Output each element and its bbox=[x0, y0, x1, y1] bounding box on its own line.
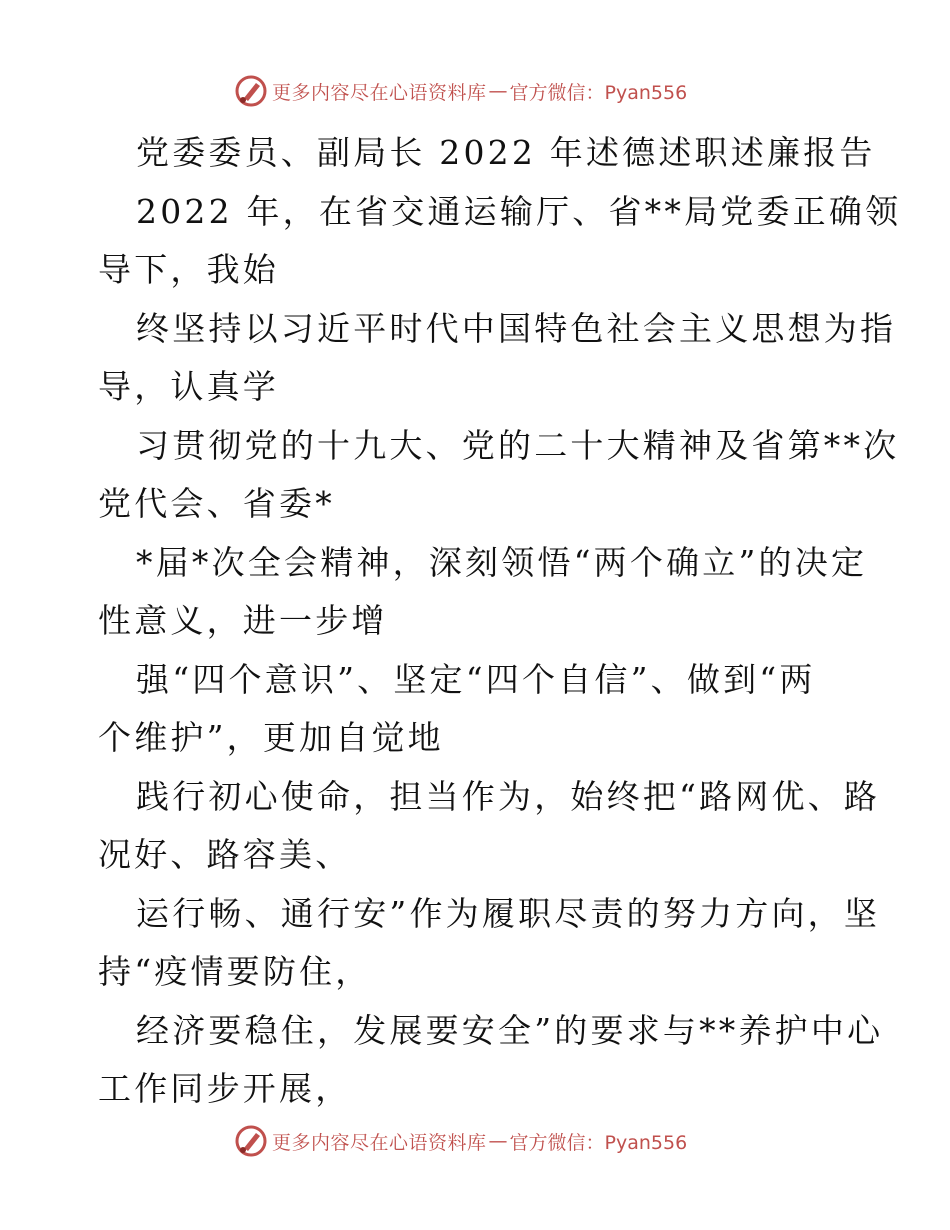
watermark-wechat-text: 官方微信：Pyan556 bbox=[509, 1131, 688, 1154]
paragraph-line: 经济要稳住，发展要安全”的要求与**养护中心 bbox=[136, 1010, 884, 1050]
document-body bbox=[98, 124, 902, 1119]
paragraph-line: 2022 年，在省交通运输厅、省**局党委正确领 bbox=[136, 191, 902, 231]
pen-logo-icon bbox=[234, 74, 268, 108]
paragraph-line: 个维护”，更加自觉地 bbox=[98, 718, 444, 757]
document-title: 党委委员、副局长 2022 年述德述职述廉报告 bbox=[136, 133, 876, 172]
pen-logo-icon bbox=[234, 1124, 268, 1158]
paragraph-line: 运行畅、通行安”作为履职尽责的努力方向，坚 bbox=[136, 893, 881, 933]
paragraph-line: 党代会、省委* bbox=[98, 484, 335, 523]
paragraph-line: 工作同步开展， bbox=[98, 1069, 352, 1108]
watermark-separator: — bbox=[488, 80, 508, 102]
header-watermark bbox=[234, 74, 687, 108]
paragraph-line: 导，认真学 bbox=[98, 367, 279, 406]
paragraph-line: *届*次全会精神，深刻领悟“两个确立”的决定 bbox=[136, 542, 868, 582]
paragraph-line: 强“四个意识”、坚定“四个自信”、做到“两 bbox=[136, 659, 816, 699]
paragraph-line: 习贯彻党的十九大、党的二十大精神及省第**次 bbox=[136, 425, 900, 465]
paragraph-line: 导下，我始 bbox=[98, 250, 279, 289]
watermark-site-text: 更多内容尽在心语资料库 bbox=[272, 81, 487, 104]
paragraph-line: 性意义，进一步增 bbox=[98, 601, 388, 640]
watermark-separator: — bbox=[488, 1130, 508, 1152]
watermark-site-text: 更多内容尽在心语资料库 bbox=[272, 1131, 487, 1154]
watermark-wechat-text: 官方微信：Pyan556 bbox=[509, 81, 688, 104]
paragraph-line: 况好、路容美、 bbox=[98, 835, 352, 874]
paragraph-line: 终坚持以习近平时代中国特色社会主义思想为指 bbox=[136, 308, 897, 348]
paragraph-line: 持“疫情要防住， bbox=[98, 952, 372, 991]
footer-watermark bbox=[234, 1124, 687, 1158]
paragraph-line: 践行初心使命，担当作为，始终把“路网优、路 bbox=[136, 776, 881, 816]
